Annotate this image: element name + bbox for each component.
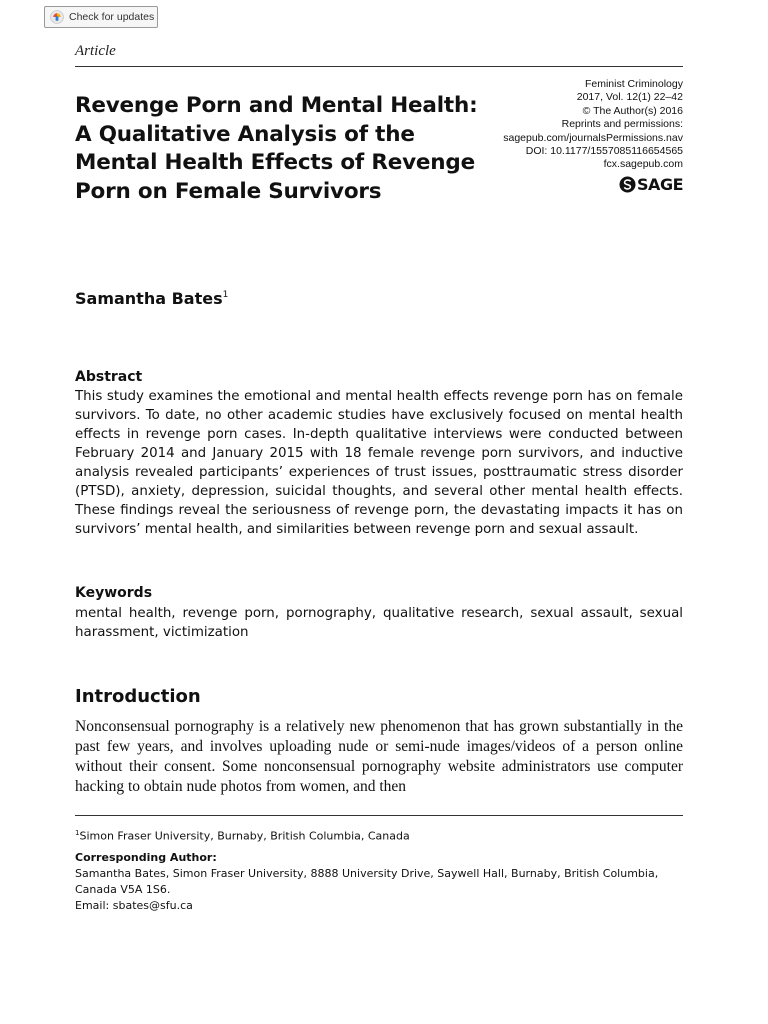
corresponding-author-label: Corresponding Author:	[75, 851, 217, 864]
doi-link[interactable]: DOI: 10.1177/1557085116654565	[525, 145, 683, 158]
check-for-updates-button[interactable]	[44, 6, 158, 28]
journal-volume: 2017, Vol. 12(1) 22–42	[576, 91, 683, 104]
corresponding-author-block	[75, 850, 683, 914]
sage-logo-icon	[619, 176, 636, 193]
footnote-rule	[75, 815, 683, 816]
author-name	[75, 289, 228, 308]
affiliation-footnote-mark: 1	[75, 829, 80, 837]
keywords-heading: Keywords	[75, 585, 153, 601]
author-name-text: Samantha Bates	[75, 289, 223, 308]
article-title: Revenge Porn and Mental Health: A Qualitative Analysis of the Mental Health Effects of Revenge Porn on Female Survivors	[75, 93, 478, 204]
author-affiliation-mark: 1	[222, 290, 229, 300]
introduction-text: Nonconsensual pornography is a relatively new phenomenon that has grown substantially in the past few years, and involves uploading nude or semi-nude images/videos of a person online without their consent. Some nonconsensual pornography website administrators use computer hacking to obtain nude photos from women, and then	[75, 718, 683, 795]
journal-info	[453, 78, 683, 172]
publisher-name: SAGE	[637, 175, 683, 194]
reprints-label: Reprints and permissions:	[561, 118, 683, 131]
journal-name: Feminist Criminology	[584, 78, 683, 90]
email-label: Email:	[75, 899, 110, 912]
publisher-logo	[619, 175, 683, 194]
keywords-text: mental health, revenge porn, pornography, qualitative research, sexual assault, sexual harassment, victimization	[75, 606, 683, 640]
article-type-label: Article	[75, 43, 116, 59]
abstract-text: This study examines the emotional and mental health effects revenge porn has on female survivors. To date, no other academic studies have exclusively focused on mental health effects in revenge porn cases. In-depth qualitative interviews were conducted between February 2014 and January 2015 with 18 female revenge porn survivors, and inductive analysis revealed participants’ experiences of trust issues, posttraumatic stress disorder (PTSD), anxiety, depression, suicidal thoughts, and several other mental health effects. These findings reveal the seriousness of revenge porn, the devastating impacts it has on survivors’ mental health, and similarities between revenge porn and sexual assault.	[75, 389, 683, 537]
introduction-heading: Introduction	[75, 686, 201, 707]
corresponding-author-address: Samantha Bates, Simon Fraser University, 8888 University Drive, Saywell Hall, Burnaby, British Columbia, Canada V5A 1S6.	[75, 867, 659, 896]
check-for-updates-label: Check for updates	[69, 11, 155, 23]
affiliation-text: Simon Fraser University, Burnaby, British Columbia, Canada	[79, 829, 410, 843]
reprints-link[interactable]: sagepub.com/journalsPermissions.nav	[503, 131, 683, 144]
journal-site-link[interactable]: fcx.sagepub.com	[603, 158, 683, 171]
check-for-updates-icon	[50, 10, 64, 24]
header-rule	[75, 66, 683, 67]
author-email-link[interactable]: sbates@sfu.ca	[112, 899, 193, 912]
copyright: © The Author(s) 2016	[582, 104, 683, 117]
abstract-heading: Abstract	[75, 369, 143, 385]
affiliation-footnote	[75, 825, 683, 845]
